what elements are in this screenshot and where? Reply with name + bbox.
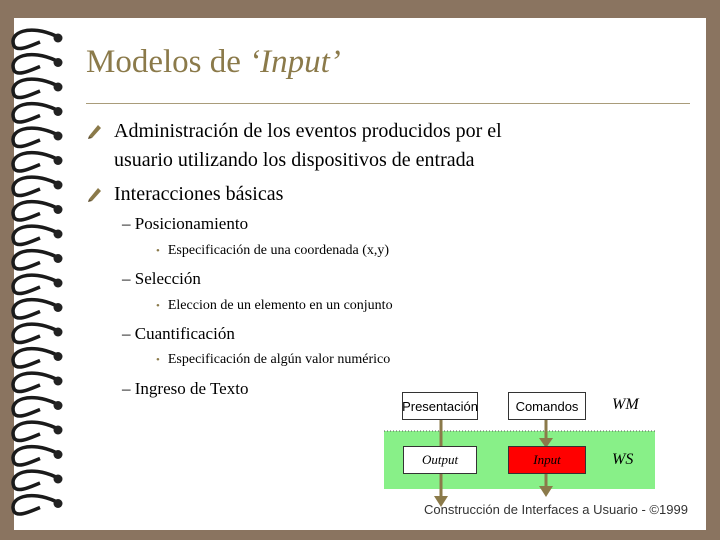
detail-text: Especificación de una coordenada (x,y) (167, 243, 390, 258)
bullet-line-2: usuario utilizando los dispositivos de entrada (114, 149, 475, 171)
title-italic: ‘Input’ (249, 44, 341, 80)
title-main: Modelos de (86, 44, 250, 80)
input-box: Input (508, 446, 586, 474)
bullet-line-1: Administración de los eventos producidos por el (114, 120, 502, 142)
bullet-line-1: Interacciones básicas (114, 183, 284, 205)
sub-cuantificacion: – Cuantificación (122, 324, 235, 343)
detail-text: Eleccion de un elemento en un conjunto (167, 298, 393, 313)
detail-text: Especificación de algún valor numérico (167, 352, 391, 367)
sub-seleccion: – Selección (122, 269, 201, 288)
dot-bullet-icon: • (156, 245, 160, 257)
output-box: Output (403, 446, 477, 474)
dot-bullet-icon: • (156, 354, 160, 366)
ws-label: WS (612, 451, 634, 468)
wm-label: WM (612, 396, 639, 413)
sub-posicionamiento: – Posicionamiento (122, 214, 249, 233)
slide-footer: Construcción de Interfaces a Usuario - ©1999 (424, 502, 688, 517)
sub-ingreso-texto: – Ingreso de Texto (122, 379, 249, 398)
comandos-box: Comandos (508, 392, 586, 420)
dot-bullet-icon: • (156, 300, 160, 312)
presentacion-box: Presentación (402, 392, 478, 420)
